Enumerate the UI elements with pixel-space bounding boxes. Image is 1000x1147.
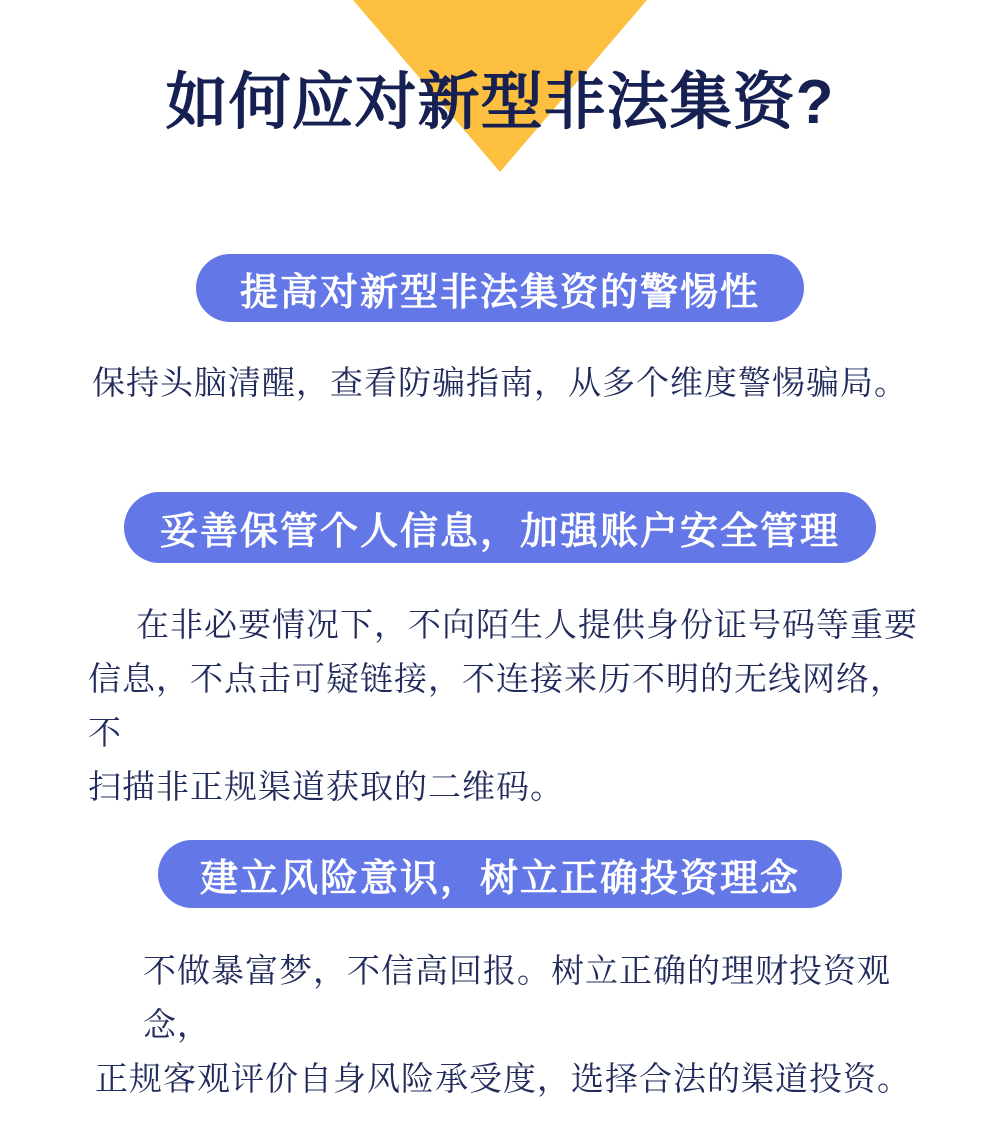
section-3-body-line-2: 正规客观评价自身风险承受度，选择合法的渠道投资。 bbox=[95, 1060, 911, 1097]
section-3-header-label: 建立风险意识，树立正确投资理念 bbox=[199, 857, 800, 900]
section-3-body bbox=[95, 944, 917, 1106]
section-1-body-line-1: 保持头脑清醒，查看防骗指南，从多个维度警惕骗局。 bbox=[92, 364, 908, 401]
section-2-header-label: 妥善保管个人信息，加强账户安全管理 bbox=[159, 511, 840, 553]
section-1-header-label: 提高对新型非法集资的警惕性 bbox=[239, 271, 760, 314]
section-2-body bbox=[88, 598, 918, 814]
section-2-header-pill bbox=[124, 492, 876, 563]
section-1-header-pill bbox=[196, 254, 804, 322]
section-2-body-line-1: 在非必要情况下，不向陌生人提供身份证号码等重要 bbox=[136, 606, 918, 643]
section-3-body-line-1: 不做暴富梦，不信高回报。树立正确的理财投资观念， bbox=[143, 952, 891, 1043]
section-2-body-line-3: 扫描非正规渠道获取的二维码。 bbox=[88, 768, 564, 805]
section-2-body-line-2: 信息，不点击可疑链接，不连接来历不明的无线网络，不 bbox=[88, 660, 904, 751]
page-title: 如何应对新型非法集资? bbox=[165, 68, 835, 137]
section-1-body bbox=[0, 356, 1000, 410]
section-3-header-pill bbox=[158, 840, 842, 908]
